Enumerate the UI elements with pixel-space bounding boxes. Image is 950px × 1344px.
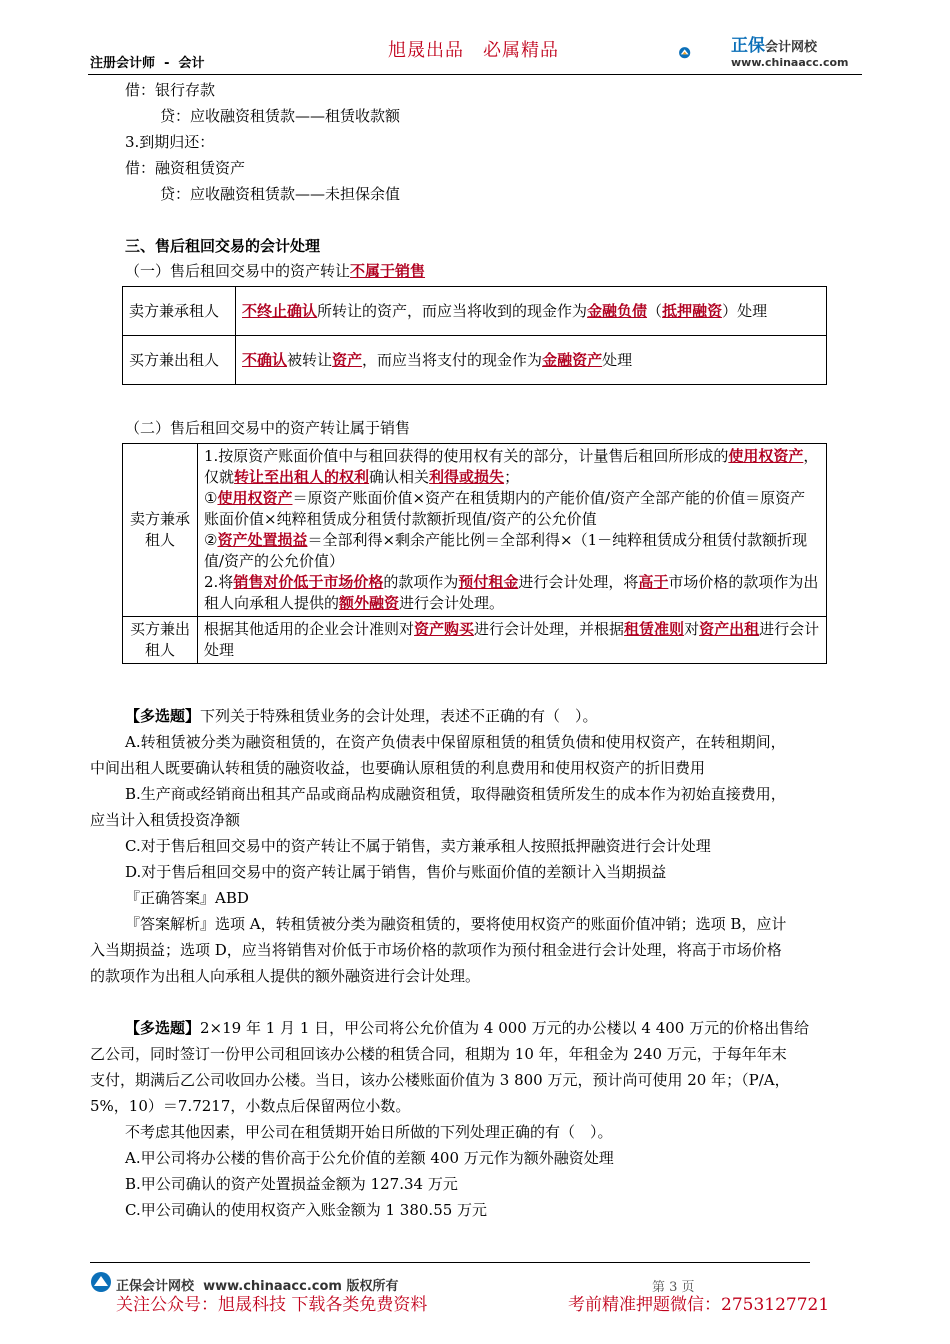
row-label: 买方兼出租人 <box>123 336 236 385</box>
table-row <box>123 287 827 336</box>
footer-copyright: 正保会计网校 www.chinaacc.com 版权所有 <box>116 1279 399 1294</box>
entry-line: 3.到期归还： <box>125 133 215 151</box>
option-d: D.对于售后租回交易中的资产转让属于销售，售价与账面价值的差额计入当期损益 <box>125 863 667 881</box>
footer-logo-icon <box>90 1271 112 1293</box>
option-c: C.甲公司确认的使用权资产入账金额为 1 380.55 万元 <box>125 1201 488 1219</box>
promo-right: 考前精准押题微信：2753127721 <box>568 1295 830 1315</box>
option-c: C.对于售后租回交易中的资产转让不属于销售，卖方兼承租人按照抵押融资进行会计处理 <box>125 837 711 855</box>
option-b: B.甲公司确认的资产处置损益金额为 127.34 万元 <box>125 1175 458 1193</box>
question-stem-cont: 5%，10）＝7.7217，小数点后保留两位小数。 <box>90 1097 411 1115</box>
header-slogan: 旭晟出品 必属精品 <box>388 40 559 61</box>
table-row <box>123 336 827 385</box>
table-not-sale <box>122 286 827 385</box>
option-a: A.转租赁被分类为融资租赁的，在资产负债表中保留原租赁的租赁负债和使用权资产，在转租期间， <box>125 733 786 751</box>
option-b-cont: 应当计入租赁投资净额 <box>90 811 241 829</box>
table-row <box>123 617 827 664</box>
explanation: 『答案解析』选项 A，转租赁被分类为融资租赁的，要将使用权资产的账面价值冲销；选项 B，应计 <box>125 915 787 933</box>
row-content: 根据其他适用的企业会计准则对资产购买进行会计处理，并根据租赁准则对资产出租进行会计处理 <box>198 617 827 664</box>
entry-line: 贷：应收融资租赁款——未担保余值 <box>160 185 401 203</box>
section-title: 三、售后租回交易的会计处理 <box>125 237 321 255</box>
row-label: 买方兼出租人 <box>123 617 198 664</box>
page-number: 第 3 页 <box>652 1280 695 1295</box>
option-a-cont: 中间出租人既要确认转租赁的融资收益，也要确认原租赁的利息费用和使用权资产的折旧费用 <box>90 759 706 777</box>
chinaacc-logo-icon <box>678 30 728 76</box>
entry-line: 贷：应收融资租赁款——租赁收款额 <box>160 107 401 125</box>
question-prompt: 不考虑其他因素，甲公司在租赁期开始日所做的下列处理正确的有（ ）。 <box>125 1123 613 1141</box>
correct-answer: 『正确答案』ABD <box>125 889 249 907</box>
option-a: A.甲公司将办公楼的售价高于公允价值的差额 400 万元作为额外融资处理 <box>125 1149 614 1167</box>
explanation-cont: 入当期损益；选项 D，应当将销售对价低于市场价格的款项作为预付租金进行会计处理，将高于市场价格 <box>90 941 782 959</box>
subsection-title: （一）售后租回交易中的资产转让不属于销售 <box>125 262 426 280</box>
row-content: 不确认被转让资产，而应当将支付的现金作为金融资产处理 <box>236 336 827 385</box>
table-row <box>123 444 827 617</box>
table-sale <box>122 443 827 664</box>
subsection-title: （二）售后租回交易中的资产转让属于销售 <box>125 419 411 437</box>
course-title: 注册会计师 - 会计 <box>90 56 205 71</box>
footer-divider <box>90 1262 810 1263</box>
question-stem: 【多选题】下列关于特殊租赁业务的会计处理，表述不正确的有（ ）。 <box>125 707 598 725</box>
logo-url: www.chinaacc.com <box>731 56 849 69</box>
row-label: 卖方兼承租人 <box>123 444 198 617</box>
row-label: 卖方兼承租人 <box>123 287 236 336</box>
explanation-cont: 的款项作为出租人向承租人提供的额外融资进行会计处理。 <box>90 967 481 985</box>
header-divider <box>88 74 862 75</box>
row-content: 1.按原资产账面价值中与租回获得的使用权有关的部分，计量售后租回所形成的使用权资产，仅就转让至出租人的权利确认相关利得或损失； ①使用权资产＝原资产账面价值×资产在租赁期内的产能价值/资产全部产能的价值＝原资产账面价值×纯粹租赁成分租赁付款额折现值/资产的公允价值 ②资产处置损益＝全部利得×剩余产能比例＝全部利得×（1－纯粹租赁成分租赁付款额折现值/资产的公允价值） 2.将销售对价低于市场价格的款项作为预付租金进行会计处理，将高于市场价格的款项作为出租人向承租人提供的额外融资进行会计处理。 <box>198 444 827 617</box>
question-stem-cont: 乙公司，同时签订一份甲公司租回该办公楼的租赁合同，租期为 10 年，年租金为 240 万元，于每年年末 <box>90 1045 787 1063</box>
question-stem-cont: 支付，期满后乙公司收回办公楼。当日，该办公楼账面价值为 3 800 万元，预计尚可使用 20 年；（P/A， <box>90 1071 790 1089</box>
logo-title: 正保会计网校 <box>731 36 818 56</box>
row-content: 不终止确认所转让的资产，而应当将收到的现金作为金融负债（抵押融资）处理 <box>236 287 827 336</box>
entry-line: 借：融资租赁资产 <box>125 159 246 177</box>
option-b: B.生产商或经销商出租其产品或商品构成融资租赁，取得融资租赁所发生的成本作为初始直接费用， <box>125 785 786 803</box>
entry-line: 借：银行存款 <box>125 81 216 99</box>
question-stem: 【多选题】2×19 年 1 月 1 日，甲公司将公允价值为 4 000 万元的办公楼以 4 400 万元的价格出售给 <box>125 1019 810 1037</box>
promo-left: 关注公众号：旭晟科技 下载各类免费资料 <box>116 1295 428 1315</box>
